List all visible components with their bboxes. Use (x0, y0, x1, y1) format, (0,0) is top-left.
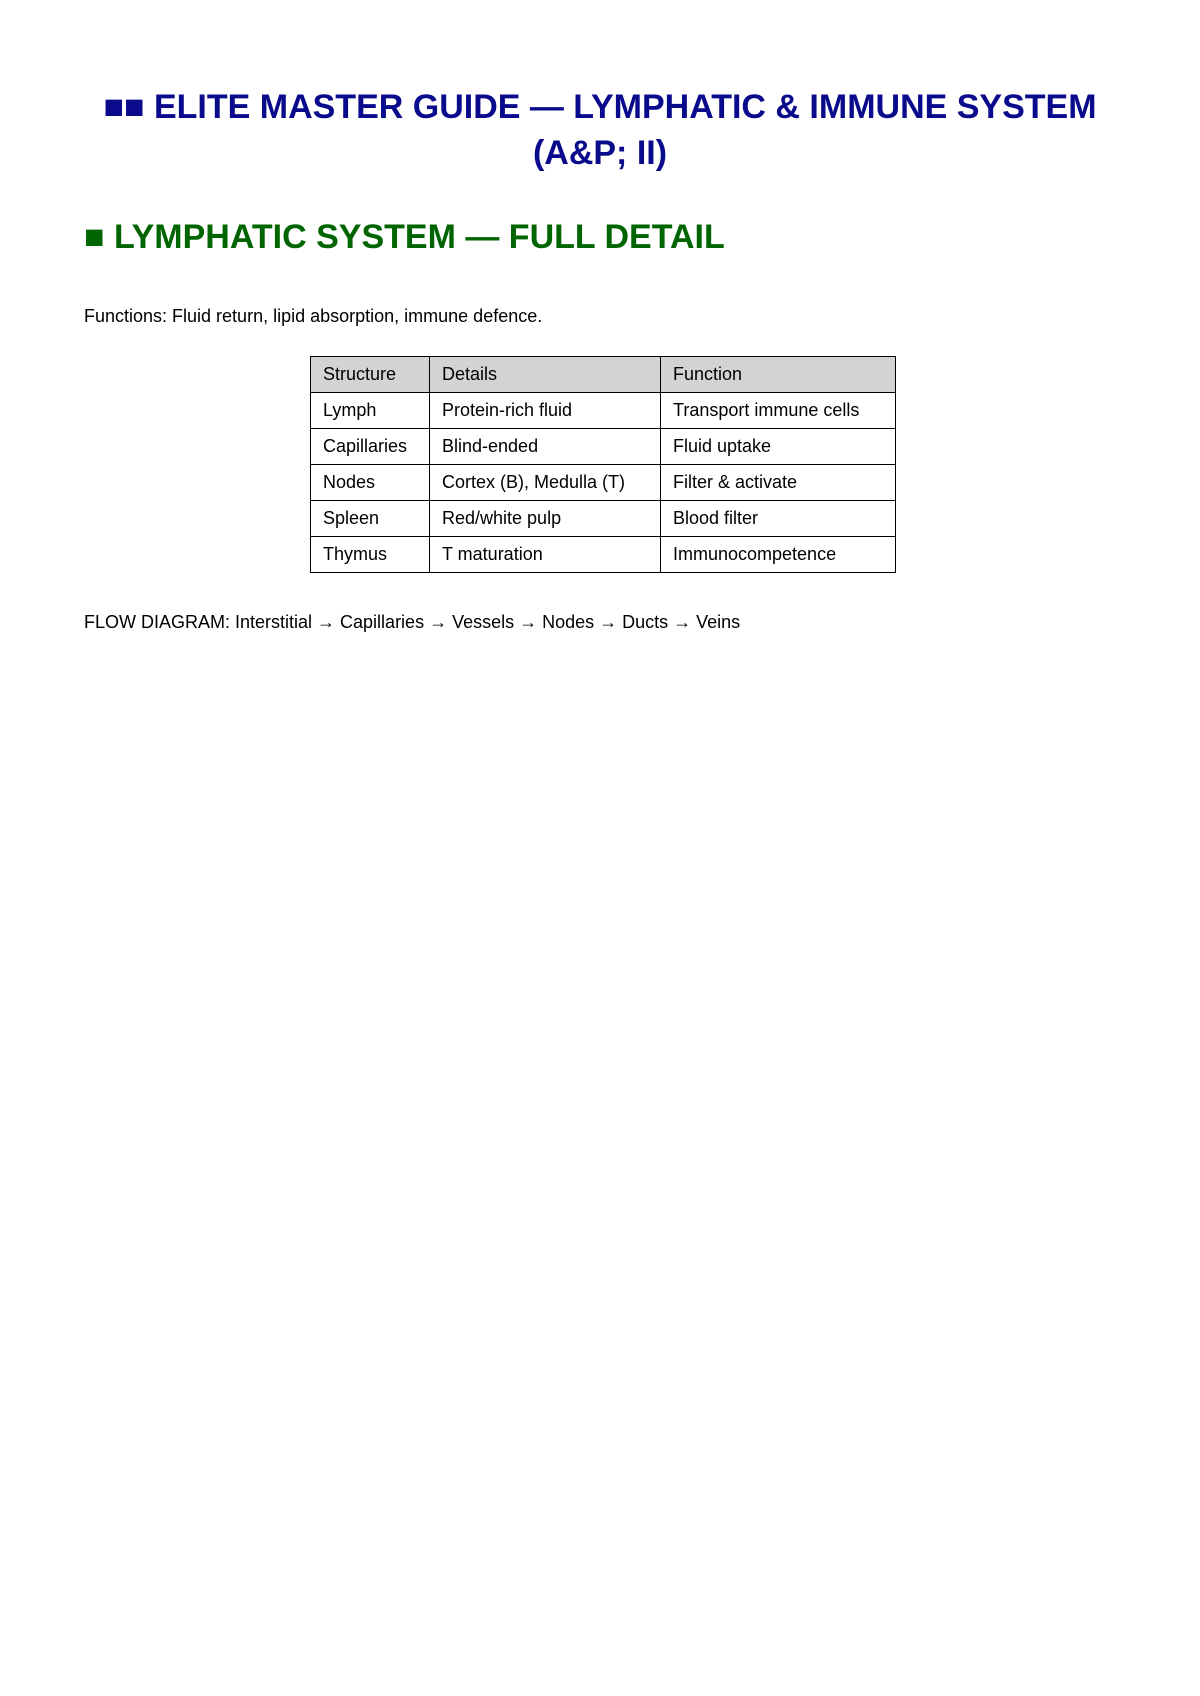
header-function: Function (661, 357, 896, 393)
cell-details: Protein-rich fluid (430, 393, 661, 429)
cell-details: T maturation (430, 537, 661, 573)
cell-function: Transport immune cells (661, 393, 896, 429)
cell-structure: Capillaries (311, 429, 430, 465)
document-title: ■■ ELITE MASTER GUIDE — LYMPHATIC & IMMUNE SYSTEM (A&P; II) (103, 88, 1097, 172)
header-structure: Structure (311, 357, 430, 393)
table-row (311, 537, 896, 573)
cell-details: Cortex (B), Medulla (T) (430, 465, 661, 501)
lymphatic-structures-table (310, 356, 896, 573)
table-row (311, 393, 896, 429)
functions-text: Functions: Fluid return, lipid absorption, immune defence. (84, 306, 543, 326)
section-heading: ■ LYMPHATIC SYSTEM — FULL DETAIL (84, 218, 725, 256)
cell-structure: Thymus (311, 537, 430, 573)
cell-structure: Lymph (311, 393, 430, 429)
cell-function: Fluid uptake (661, 429, 896, 465)
table-row (311, 429, 896, 465)
cell-structure: Spleen (311, 501, 430, 537)
cell-function: Blood filter (661, 501, 896, 537)
cell-details: Red/white pulp (430, 501, 661, 537)
table-header-row (311, 357, 896, 393)
table-row (311, 501, 896, 537)
header-details: Details (430, 357, 661, 393)
flow-diagram-text: FLOW DIAGRAM: Interstitial → Capillaries → Vessels → Nodes → Ducts → Veins (84, 612, 741, 632)
cell-structure: Nodes (311, 465, 430, 501)
table-row (311, 465, 896, 501)
cell-function: Immunocompetence (661, 537, 896, 573)
cell-details: Blind-ended (430, 429, 661, 465)
cell-function: Filter & activate (661, 465, 896, 501)
